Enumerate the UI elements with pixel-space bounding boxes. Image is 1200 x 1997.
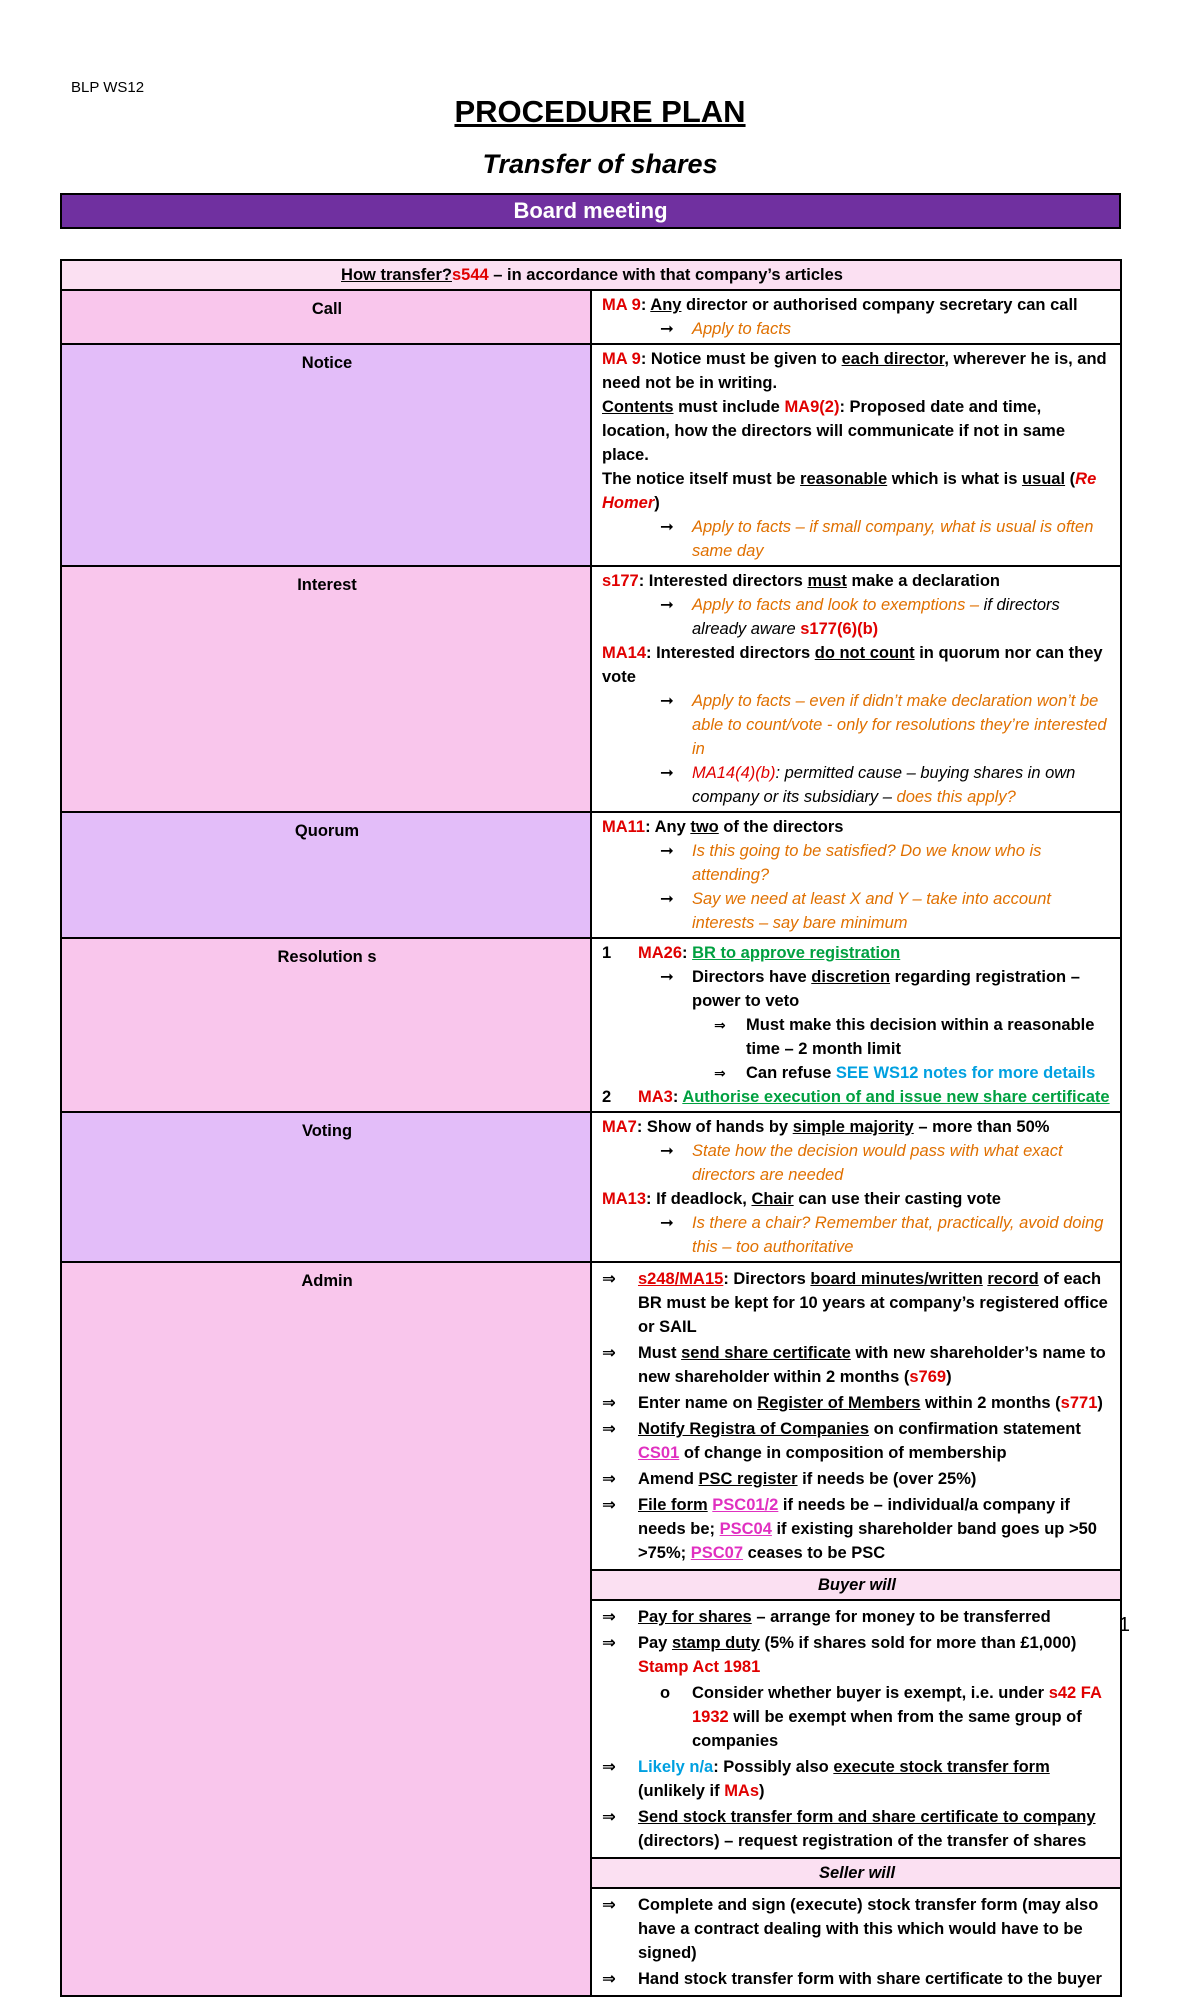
section-ref: s544	[451, 266, 489, 284]
seller-heading: Seller will	[591, 1858, 1121, 1888]
row-label-resolutions: Resolution s	[61, 938, 591, 1112]
interest-content: s177: Interested directors must make a declaration ➞ Apply to facts and look to exemptions – if directors already aware s177(6)(b) MA14: Interested directors do not count in quorum nor can they vote ➞ Apply to facts – even if didn’t make declaration won’t be able to count/vote - only for resolutions they’re interested in ➞ MA14(4)(b): permitted cause – buying shares in own company or its subsidiary – does this apply?	[591, 566, 1121, 812]
table-row	[61, 260, 1121, 290]
row-label-voting: Voting	[61, 1112, 591, 1262]
table-row	[61, 344, 1121, 566]
double-arrow-icon: ⇒	[602, 1470, 616, 1488]
row-label-call: Call	[61, 290, 591, 344]
double-arrow-icon: ⇒	[602, 1970, 616, 1988]
double-arrow-icon: ⇒	[602, 1608, 616, 1626]
double-arrow-icon: ⇒	[602, 1808, 616, 1826]
table-row	[61, 938, 1121, 1112]
circle-bullet-icon: o	[660, 1684, 671, 1702]
page-subtitle: Transfer of shares	[482, 149, 718, 179]
arrow-icon: ➞	[660, 692, 674, 710]
resolutions-content: 1 MA26: BR to approve registration ➞ Directors have discretion regarding registration – power to veto ⇒ Must make this decision within a reasonable time – 2 month limit ⇒ Can refuse SEE WS12 notes for more details 2 MA3: Authorise execution of and issue new share certificate	[591, 938, 1121, 1112]
transfer-header-cell	[61, 260, 1121, 290]
table-row	[61, 812, 1121, 938]
row-label-quorum: Quorum	[61, 812, 591, 938]
arrow-icon: ➞	[660, 842, 674, 860]
document-header-code: BLP WS12	[71, 79, 145, 96]
row-label-interest: Interest	[61, 566, 591, 812]
buyer-heading: Buyer will	[591, 1570, 1121, 1600]
double-arrow-icon: ⇒	[602, 1896, 616, 1914]
double-arrow-icon: ⇒	[602, 1634, 616, 1652]
call-content: MA 9: Any director or authorised company secretary can call ➞ Apply to facts	[591, 290, 1121, 344]
arrow-icon: ➞	[660, 1214, 674, 1232]
section-banner: Board meeting	[60, 193, 1121, 229]
arrow-icon: ➞	[660, 518, 674, 536]
arrow-icon: ➞	[660, 1142, 674, 1160]
row-label-admin: Admin	[61, 1262, 591, 1996]
double-arrow-icon: ⇒	[602, 1496, 616, 1514]
notice-content: MA 9: Notice must be given to each director, wherever he is, and need not be in writing. Contents must include MA9(2): Proposed date and time, location, how the directors will communicate if not in same place. The notice itself must be reasonable which is what is usual (Re Homer) ➞ Apply to facts – if small company, what is usual is often same day	[591, 344, 1121, 566]
table-row	[61, 1262, 1121, 1570]
arrow-icon: ➞	[660, 890, 674, 908]
buyer-content: ⇒ Pay for shares – arrange for money to be transferred ⇒ Pay stamp duty (5% if shares sold for more than £1,000) Stamp Act 1981 o Consider whether buyer is exempt, i.e. under s42 FA 1932 will be exempt when from the same group of companies ⇒ Likely n/a: Possibly also execute stock transfer form (unlikely if MAs) ⇒ Send stock transfer form and share certificate to company (directors) – request registration of the transfer of shares	[591, 1600, 1121, 1858]
table-row	[61, 566, 1121, 812]
page-number: 1	[1118, 1614, 1130, 1636]
double-arrow-icon: ⇒	[602, 1270, 616, 1288]
double-arrow-icon: ⇒	[714, 1017, 726, 1033]
double-arrow-icon: ⇒	[602, 1344, 616, 1362]
arrow-icon: ➞	[660, 596, 674, 614]
page-title: PROCEDURE PLAN	[454, 94, 746, 129]
table-row	[61, 1112, 1121, 1262]
how-transfer-text: How transfer?	[341, 266, 452, 284]
arrow-icon: ➞	[660, 320, 674, 338]
double-arrow-icon: ⇒	[602, 1758, 616, 1776]
double-arrow-icon: ⇒	[714, 1065, 726, 1081]
admin-content: ⇒ s248/MA15: Directors board minutes/written record of each BR must be kept for 10 years at company’s registered office or SAIL ⇒ Must send share certificate with new shareholder’s name to new shareholder within 2 months (s769) ⇒ Enter name on Register of Members within 2 months (s771) ⇒ Notify Registra of Companies on confirmation statement CS01 of change in composition of membership ⇒ Amend PSC register if needs be (over 25%) ⇒ File form PSC01/2 if needs be – individual/a company if needs be; PSC04 if existing shareholder band goes up >50 >75%; PSC07 ceases to be PSC	[591, 1262, 1121, 1570]
row-label-notice: Notice	[61, 344, 591, 566]
double-arrow-icon: ⇒	[602, 1394, 616, 1412]
voting-content: MA7: Show of hands by simple majority – more than 50% ➞ State how the decision would pass with what exact directors are needed MA13: If deadlock, Chair can use their casting vote ➞ Is there a chair? Remember that, practically, avoid doing this – too authoritative	[591, 1112, 1121, 1262]
procedure-table	[60, 259, 1122, 1997]
double-arrow-icon: ⇒	[602, 1420, 616, 1438]
transfer-header-rest: – in accordance with that company’s articles	[488, 266, 843, 284]
arrow-icon: ➞	[660, 968, 674, 986]
seller-content: ⇒ Complete and sign (execute) stock transfer form (may also have a contract dealing with this which would have to be signed) ⇒ Hand stock transfer form with share certificate to the buyer	[591, 1888, 1121, 1996]
quorum-content: MA11: Any two of the directors ➞ Is this going to be satisfied? Do we know who is attending? ➞ Say we need at least X and Y – take into account interests – say bare minimum	[591, 812, 1121, 938]
arrow-icon: ➞	[660, 764, 674, 782]
table-row	[61, 290, 1121, 344]
